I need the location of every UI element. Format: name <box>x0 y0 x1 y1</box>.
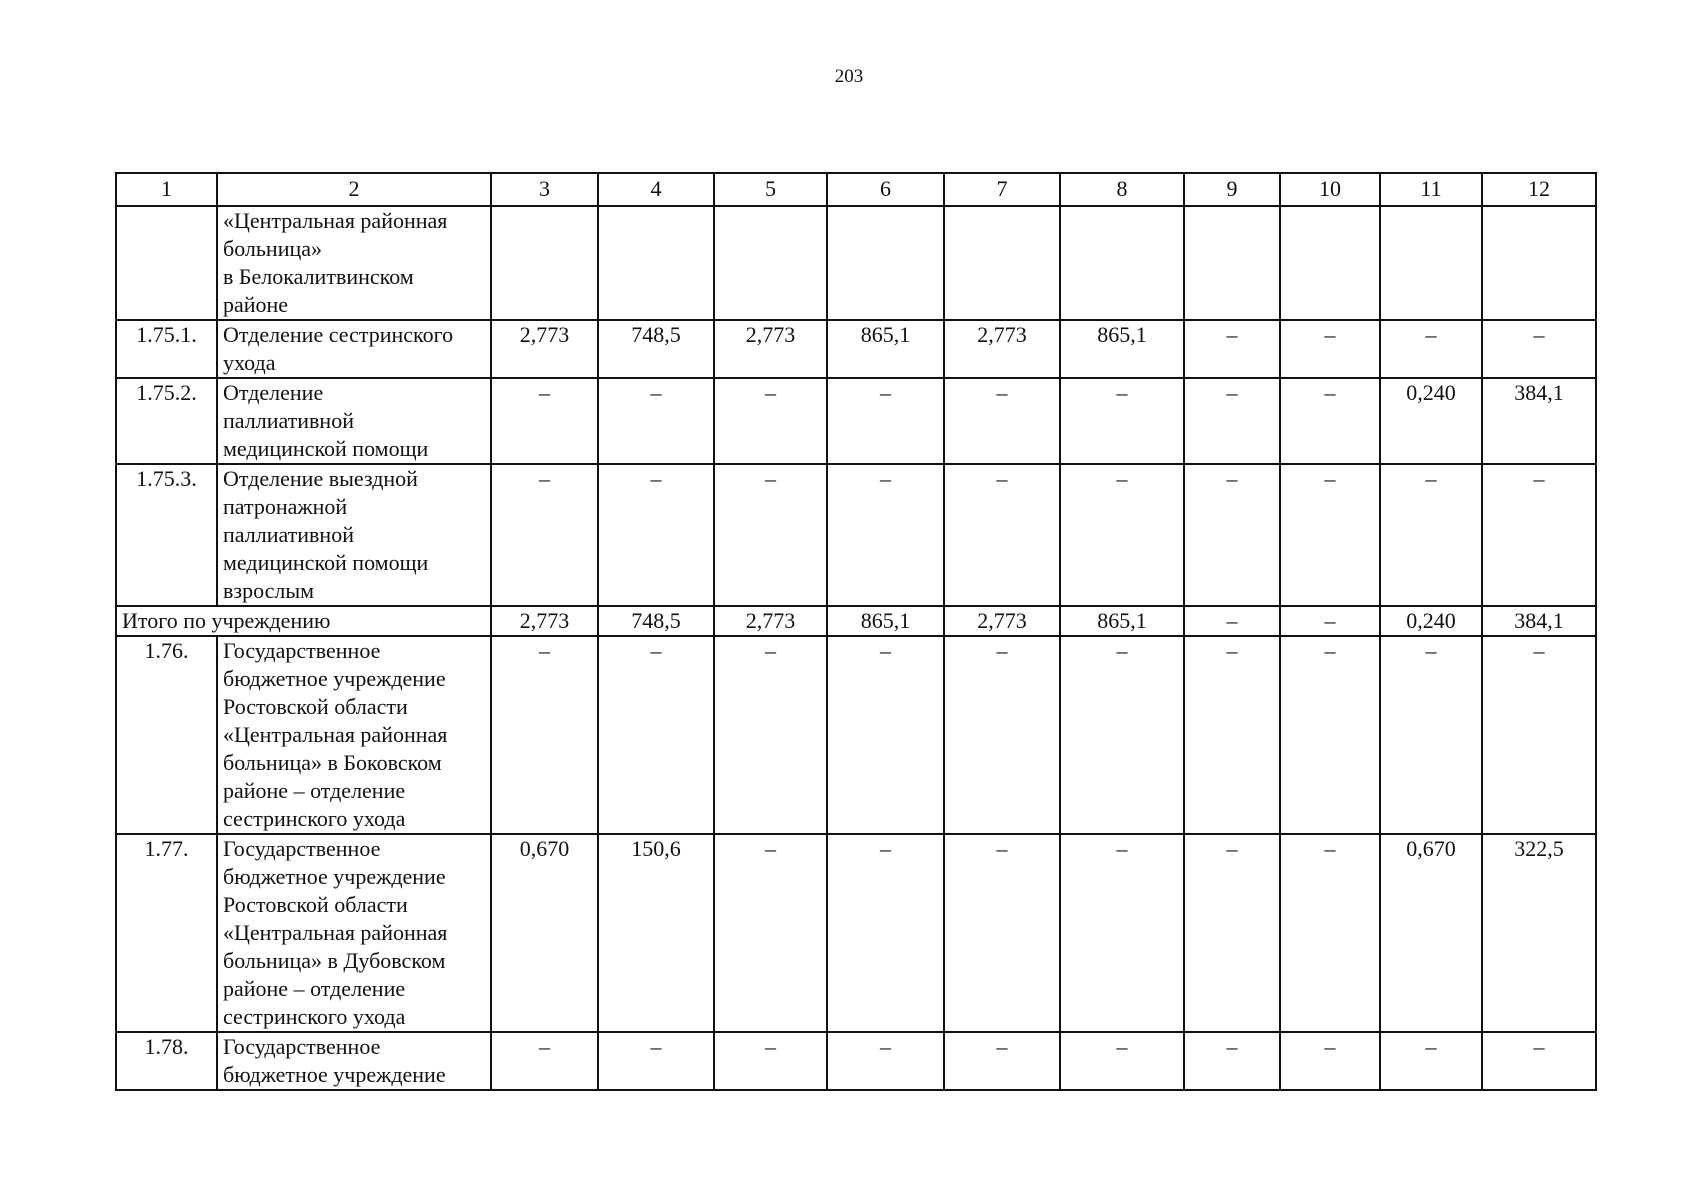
name-line: медицинской помощи <box>223 436 429 461</box>
name-line: бюджетное учреждение <box>223 666 446 691</box>
value-cell-col-11: 0,240 <box>1380 378 1482 464</box>
table-body <box>116 173 1596 1090</box>
value-cell-col-11: – <box>1380 320 1482 378</box>
header-cell: 6 <box>827 173 944 206</box>
value-cell-col-7 <box>944 206 1060 320</box>
value-cell-col-4: 748,5 <box>598 320 714 378</box>
value-cell-col-3: – <box>491 464 598 606</box>
name-line: Ростовской области <box>223 892 408 917</box>
value-cell-col-3: – <box>491 636 598 834</box>
value-cell-col-5: – <box>714 1032 827 1090</box>
value-cell-col-8: – <box>1060 464 1184 606</box>
value-cell-col-6: – <box>827 378 944 464</box>
value-cell-col-3 <box>491 206 598 320</box>
table-row <box>116 636 1596 834</box>
table-row <box>116 320 1596 378</box>
value-cell-col-12: 384,1 <box>1482 606 1596 636</box>
header-cell: 3 <box>491 173 598 206</box>
value-cell-col-4: – <box>598 1032 714 1090</box>
header-cell: 1 <box>116 173 217 206</box>
value-cell-col-5: 2,773 <box>714 320 827 378</box>
value-cell-col-5: – <box>714 464 827 606</box>
value-cell-col-12: 322,5 <box>1482 834 1596 1032</box>
header-cell: 8 <box>1060 173 1184 206</box>
institution-name <box>217 464 491 606</box>
row-number: 1.77. <box>116 834 217 1032</box>
value-cell-col-6: – <box>827 636 944 834</box>
value-cell-col-8 <box>1060 206 1184 320</box>
name-line: патронажной <box>223 494 348 519</box>
total-label: Итого по учреждению <box>116 606 491 636</box>
value-cell-col-9: – <box>1184 464 1280 606</box>
value-cell-col-6: – <box>827 464 944 606</box>
value-cell-col-7: 2,773 <box>944 606 1060 636</box>
value-cell-col-10: – <box>1280 834 1380 1032</box>
value-cell-col-10: – <box>1280 1032 1380 1090</box>
value-cell-col-11: – <box>1380 1032 1482 1090</box>
value-cell-col-11 <box>1380 206 1482 320</box>
value-cell-col-6: – <box>827 1032 944 1090</box>
value-cell-col-5: 2,773 <box>714 606 827 636</box>
value-cell-col-8: 865,1 <box>1060 606 1184 636</box>
value-cell-col-7: 2,773 <box>944 320 1060 378</box>
value-cell-col-4: 150,6 <box>598 834 714 1032</box>
row-number: 1.76. <box>116 636 217 834</box>
name-line: «Центральная районная <box>223 920 448 945</box>
value-cell-col-7: – <box>944 378 1060 464</box>
name-line: Отделение сестринского <box>223 322 454 347</box>
name-line: больница» в Боковском <box>223 750 442 775</box>
header-cell: 9 <box>1184 173 1280 206</box>
institution-name <box>217 206 491 320</box>
header-cell: 2 <box>217 173 491 206</box>
value-cell-col-9: – <box>1184 606 1280 636</box>
name-line: «Центральная районная <box>223 722 448 747</box>
data-table <box>115 172 1597 1091</box>
value-cell-col-11: 0,670 <box>1380 834 1482 1032</box>
value-cell-col-3: 0,670 <box>491 834 598 1032</box>
value-cell-col-9 <box>1184 206 1280 320</box>
name-line: больница» в Дубовском <box>223 948 446 973</box>
name-line: Государственное <box>223 836 381 861</box>
name-line: Отделение <box>223 380 324 405</box>
institution-name <box>217 636 491 834</box>
value-cell-col-12: – <box>1482 464 1596 606</box>
name-line: больница» <box>223 236 322 261</box>
value-cell-col-6: – <box>827 834 944 1032</box>
value-cell-col-8: – <box>1060 636 1184 834</box>
value-cell-col-4: – <box>598 378 714 464</box>
name-line: Отделение выездной <box>223 466 418 491</box>
name-line: паллиативной <box>223 408 354 433</box>
value-cell-col-5: – <box>714 378 827 464</box>
value-cell-col-6 <box>827 206 944 320</box>
value-cell-col-3: – <box>491 1032 598 1090</box>
value-cell-col-12: 384,1 <box>1482 378 1596 464</box>
row-number: 1.78. <box>116 1032 217 1090</box>
value-cell-col-7: – <box>944 636 1060 834</box>
value-cell-col-12 <box>1482 206 1596 320</box>
continuation-row <box>116 206 1596 320</box>
value-cell-col-11: – <box>1380 464 1482 606</box>
institution-name <box>217 1032 491 1090</box>
row-number <box>116 206 217 320</box>
row-number: 1.75.2. <box>116 378 217 464</box>
value-cell-col-8: – <box>1060 834 1184 1032</box>
header-cell: 10 <box>1280 173 1380 206</box>
value-cell-col-12: – <box>1482 1032 1596 1090</box>
name-line: районе – отделение <box>223 976 406 1001</box>
name-line: Государственное <box>223 1034 381 1059</box>
page-number: 203 <box>834 66 864 87</box>
header-cell: 7 <box>944 173 1060 206</box>
value-cell-col-9: – <box>1184 834 1280 1032</box>
name-line: «Центральная районная <box>223 208 448 233</box>
value-cell-col-6: 865,1 <box>827 606 944 636</box>
name-line: паллиативной <box>223 522 354 547</box>
value-cell-col-10: – <box>1280 464 1380 606</box>
name-line: медицинской помощи <box>223 550 429 575</box>
name-line: бюджетное учреждение <box>223 864 446 889</box>
value-cell-col-10: – <box>1280 636 1380 834</box>
name-line: районе – отделение <box>223 778 406 803</box>
value-cell-col-3: 2,773 <box>491 320 598 378</box>
value-cell-col-4: – <box>598 636 714 834</box>
value-cell-col-8: – <box>1060 1032 1184 1090</box>
row-number: 1.75.3. <box>116 464 217 606</box>
value-cell-col-7: – <box>944 1032 1060 1090</box>
header-cell: 5 <box>714 173 827 206</box>
value-cell-col-4 <box>598 206 714 320</box>
value-cell-col-5: – <box>714 636 827 834</box>
table-row <box>116 464 1596 606</box>
value-cell-col-6: 865,1 <box>827 320 944 378</box>
value-cell-col-3: 2,773 <box>491 606 598 636</box>
name-line: в Белокалитвинском <box>223 264 414 289</box>
value-cell-col-10: – <box>1280 606 1380 636</box>
name-line: Государственное <box>223 638 381 663</box>
institution-name <box>217 320 491 378</box>
header-cell: 4 <box>598 173 714 206</box>
value-cell-col-8: 865,1 <box>1060 320 1184 378</box>
value-cell-col-9: – <box>1184 378 1280 464</box>
name-line: Ростовской области <box>223 694 408 719</box>
value-cell-col-4: – <box>598 464 714 606</box>
value-cell-col-4: 748,5 <box>598 606 714 636</box>
value-cell-col-12: – <box>1482 636 1596 834</box>
header-cell: 12 <box>1482 173 1596 206</box>
value-cell-col-9: – <box>1184 320 1280 378</box>
value-cell-col-7: – <box>944 464 1060 606</box>
institution-name <box>217 834 491 1032</box>
name-line: взрослым <box>223 578 315 603</box>
value-cell-col-5 <box>714 206 827 320</box>
value-cell-col-9: – <box>1184 1032 1280 1090</box>
name-line: районе <box>223 292 289 317</box>
name-line: бюджетное учреждение <box>223 1062 446 1087</box>
table-row <box>116 834 1596 1032</box>
value-cell-col-5: – <box>714 834 827 1032</box>
row-number: 1.75.1. <box>116 320 217 378</box>
institution-name <box>217 378 491 464</box>
table-row <box>116 378 1596 464</box>
name-line: ухода <box>223 350 276 375</box>
value-cell-col-8: – <box>1060 378 1184 464</box>
value-cell-col-3: – <box>491 378 598 464</box>
value-cell-col-10 <box>1280 206 1380 320</box>
value-cell-col-10: – <box>1280 378 1380 464</box>
value-cell-col-7: – <box>944 834 1060 1032</box>
value-cell-col-10: – <box>1280 320 1380 378</box>
table-header-row <box>116 173 1596 206</box>
value-cell-col-11: – <box>1380 636 1482 834</box>
name-line: сестринского ухода <box>223 806 406 831</box>
value-cell-col-11: 0,240 <box>1380 606 1482 636</box>
value-cell-col-12: – <box>1482 320 1596 378</box>
name-line: сестринского ухода <box>223 1004 406 1029</box>
header-cell: 11 <box>1380 173 1482 206</box>
table-row <box>116 1032 1596 1090</box>
total-row <box>116 606 1596 636</box>
value-cell-col-9: – <box>1184 636 1280 834</box>
